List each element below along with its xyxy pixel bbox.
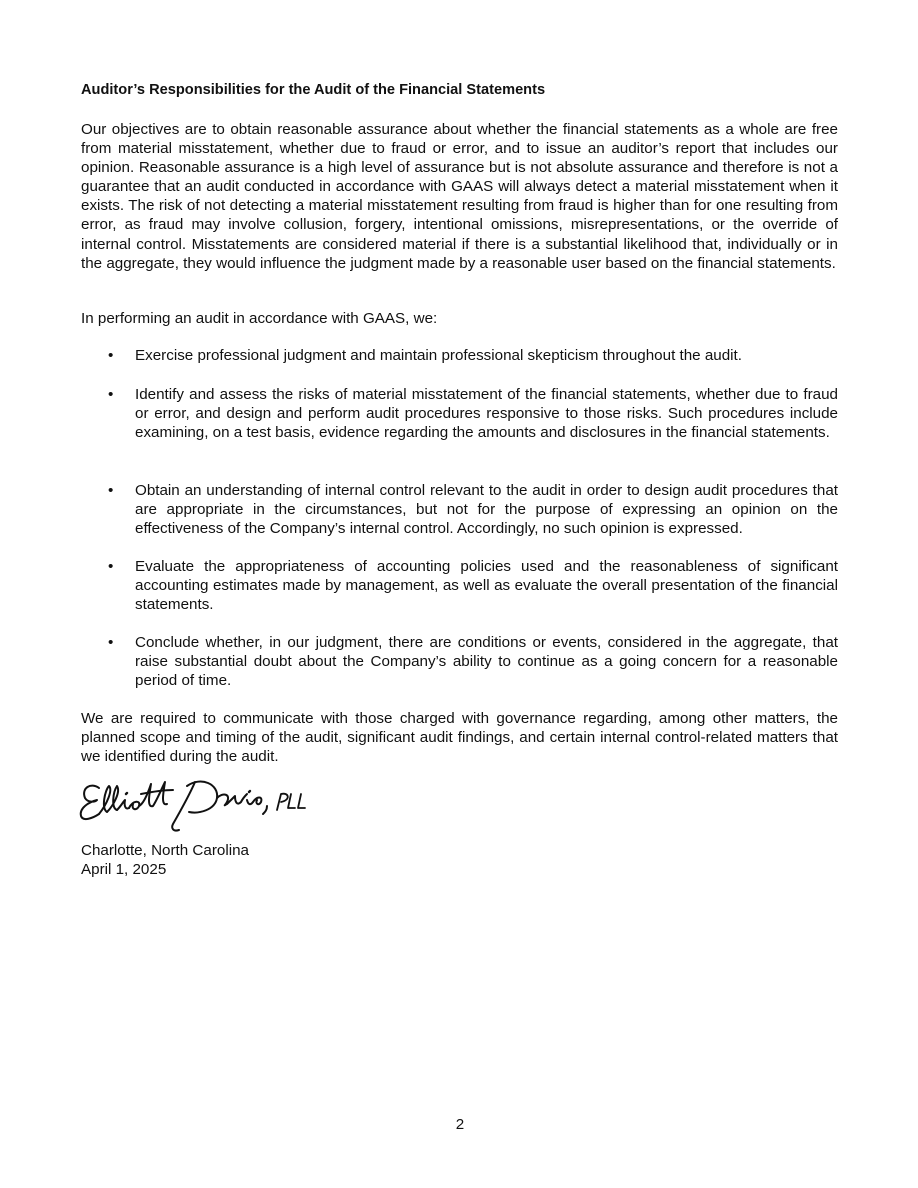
list-item-text: Obtain an understanding of internal control relevant to the audit in order to design audit procedures that are appropriate in the circumstances, but not for the purpose of expressing an opinion on the effectiveness of the Company’s internal control. Accordingly, no such opinion is expressed.	[135, 482, 838, 538]
signature-date: April 1, 2025	[81, 861, 167, 878]
signature-location: Charlotte, North Carolina	[81, 842, 249, 859]
list-item-text: Identify and assess the risks of material misstatement of the financial statements, whether due to fraud or error, and design and perform audit procedures responsive to those risks. Such procedures include examining, on a test basis, evidence regarding the amounts and disclosures in the financial statements.	[135, 386, 838, 442]
document-page	[81, 0, 839, 1188]
intro-paragraph: In performing an audit in accordance with GAAS, we:	[81, 310, 438, 327]
bullet-icon: •	[108, 558, 114, 575]
bullet-icon: •	[108, 634, 114, 651]
communication-paragraph: We are required to communicate with those charged with governance regarding, among other matters, the planned scope and timing of the audit, significant audit findings, and certain internal control-related matters that we identified during the audit.	[81, 710, 838, 766]
list-item-text: Evaluate the appropriateness of accounting policies used and the reasonableness of significant accounting estimates made by management, as well as evaluate the overall presentation of the financial statements.	[135, 558, 838, 614]
list-item-text: Conclude whether, in our judgment, there are conditions or events, considered in the aggregate, that raise substantial doubt about the Company’s ability to continue as a going concern for a reasonable period of time.	[135, 634, 838, 690]
bullet-icon: •	[108, 386, 114, 403]
list-item-text: Exercise professional judgment and maintain professional skepticism throughout the audit.	[135, 347, 742, 364]
page-number: 2	[455, 1116, 465, 1133]
section-heading: Auditor’s Responsibilities for the Audit of the Financial Statements	[81, 82, 546, 98]
bullet-icon: •	[108, 482, 114, 499]
firm-signature	[77, 770, 307, 844]
bullet-icon: •	[108, 347, 114, 364]
objectives-paragraph: Our objectives are to obtain reasonable assurance about whether the financial statements as a whole are free from material misstatement, whether due to fraud or error, and to issue an auditor’s report that includes our opinion. Reasonable assurance is a high level of assurance but is not absolute assurance and therefore is not a guarantee that an audit conducted in accordance with GAAS will always detect a material misstatement when it exists. The risk of not detecting a material misstatement resulting from fraud is higher than for one resulting from error, as fraud may involve collusion, forgery, intentional omissions, misrepresentations, or the override of internal control. Misstatements are considered material if there is a substantial likelihood that, individually or in the aggregate, they would influence the judgment made by a reasonable user based on the financial statements.	[81, 121, 838, 272]
